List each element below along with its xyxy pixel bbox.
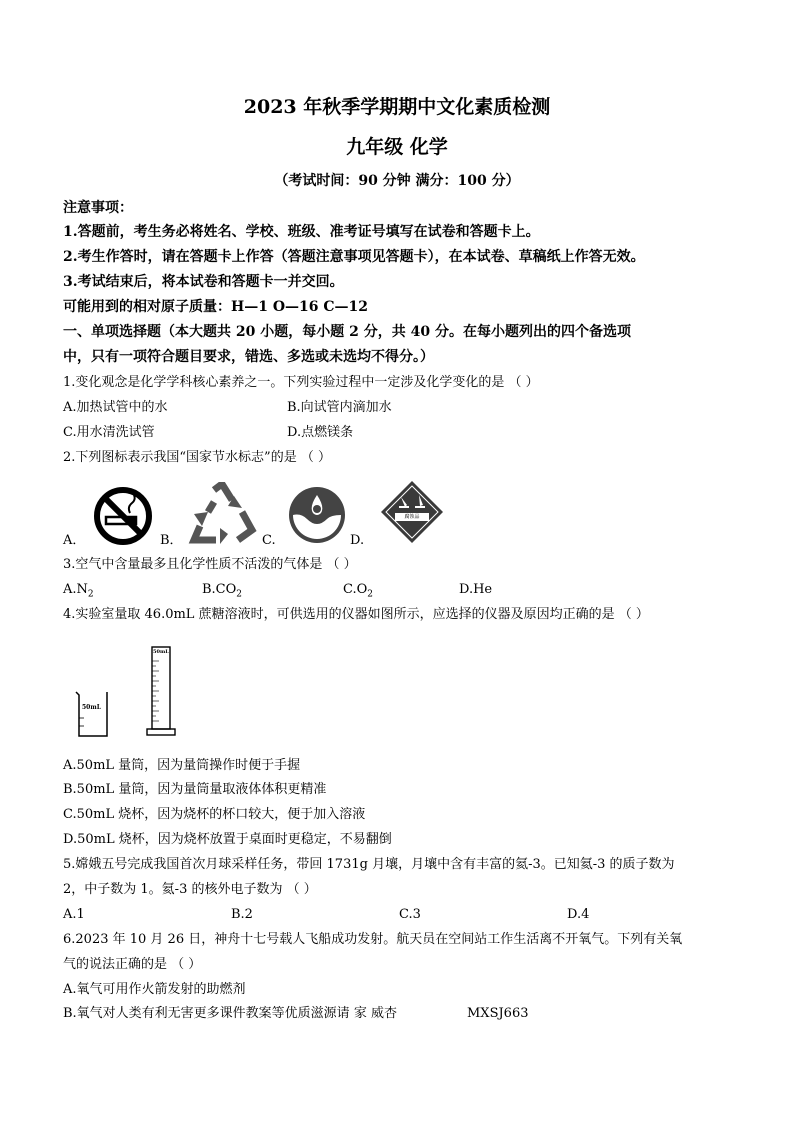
q1-stem: 1.变化观念是化学学科核心素养之一。下列实验过程中一定涉及化学变化的是 （ ） — [63, 375, 539, 390]
q5-option-c: C.3 — [399, 907, 421, 922]
q3-option-d: D.He — [459, 582, 493, 597]
section1-heading-line1: 一、单项选择题（本大题共 20 小题，每小题 2 分，共 40 分。在每小题列出的四个备选项 — [63, 324, 631, 340]
q3-option-b: $B.CO_2$ — [202, 582, 243, 600]
q1-option-c: C.用水清洗试管 — [63, 425, 155, 440]
notice-heading: 注意事项： — [63, 200, 133, 216]
q6-option-b: B.氧气对人类有利无害更多课件教案等优质滋源请 家 威杏 — [63, 1006, 397, 1021]
q5-stem-line1: 5.嫦娥五号完成我国首次月球采样任务，带回 1731g 月壤，月壤中含有丰富的氦-3。已知氦-3 的质子数为 — [63, 857, 675, 872]
no-smoking-icon — [92, 485, 154, 551]
q4-option-d: D.50mL 烧杯，因为烧杯放置于桌面时更稳定，不易翻倒 — [63, 832, 392, 847]
q6-option-a: A.氧气可用作火箭发射的助燃剂 — [63, 982, 246, 997]
q4-option-b: B.50mL 量筒，因为量筒量取液体体积更精准 — [63, 782, 327, 797]
q2-option-d: D. — [350, 533, 365, 548]
q1-option-a: A.加热试管中的水 — [63, 400, 168, 415]
q4-stem: 4.实验室量取 46.0mL 蔗糖溶液时，可供选用的仪器如图所示，应选择的仪器及原因均正确的是 （ ） — [63, 607, 649, 622]
q1-option-d: D.点燃镁条 — [287, 425, 354, 440]
notice-item-1: 1.答题前，考生务必将姓名、学校、班级、准考证号填写在试卷和答题卡上。 — [63, 224, 540, 240]
q5-option-b: B.2 — [231, 907, 253, 922]
exam-subject: 九年级 化学 — [346, 136, 448, 158]
q5-stem-line2: 2，中子数为 1。氦-3 的核外电子数为 （ ） — [63, 882, 317, 897]
exam-info: （考试时间：90 分钟 满分：100 分） — [274, 173, 520, 189]
section1-heading-line2: 中，只有一项符合题目要求，错选、多选或未选均不得分。） — [63, 349, 434, 365]
q1-option-b: B.向试管内滴加水 — [287, 400, 392, 415]
water-saving-icon — [287, 485, 347, 549]
q5-option-a: A.1 — [63, 907, 85, 922]
cylinder-label: 50mL — [153, 649, 169, 655]
recycling-icon — [186, 482, 258, 550]
q3-stem: 3.空气中含量最多且化学性质不活泼的气体是 （ ） — [63, 557, 357, 572]
q2-option-c: C. — [262, 533, 276, 548]
exam-title: 2023 年秋季学期期中文化素质检测 — [243, 96, 551, 118]
q3-option-c: $C.O_2$ — [343, 582, 374, 600]
graduated-cylinder-icon — [143, 643, 179, 743]
corrosive-hazard-icon — [379, 479, 445, 549]
q2-option-a: A． — [63, 533, 86, 548]
notice-item-3: 3.考试结束后，将本试卷和答题卡一并交回。 — [63, 274, 344, 290]
beaker-label: 50mL — [82, 704, 101, 711]
beaker-icon — [74, 690, 110, 742]
q6-stem-line2: 气的说法正确的是 （ ） — [63, 957, 202, 972]
q4-option-a: A.50mL 量筒，因为量筒操作时便于手握 — [63, 758, 301, 773]
q6-option-b-code: MXSJ663 — [467, 1006, 529, 1021]
q4-option-c: C.50mL 烧杯，因为烧杯的杯口较大，便于加入溶液 — [63, 807, 366, 822]
notice-item-2: 2.考生作答时，请在答题卡上作答（答题注意事项见答题卡），在本试卷、草稿纸上作答无效。 — [63, 249, 645, 265]
q6-stem-line1: 6.2023 年 10 月 26 日，神舟十七号载人飞船成功发射。航天员在空间站工作生活离不开氧气。下列有关氧 — [63, 932, 683, 947]
q3-option-a: $A.N_2$ — [63, 582, 94, 600]
q2-stem: 2.下列图标表示我国“国家节水标志”的是 （ ） — [63, 450, 331, 465]
corrosive-label: 腐蚀品 — [404, 514, 420, 520]
q5-option-d: D.4 — [567, 907, 590, 922]
atomic-mass-line: 可能用到的相对原子质量：H—1 O—16 C—12 — [63, 299, 369, 315]
q2-option-b: B． — [160, 533, 183, 548]
